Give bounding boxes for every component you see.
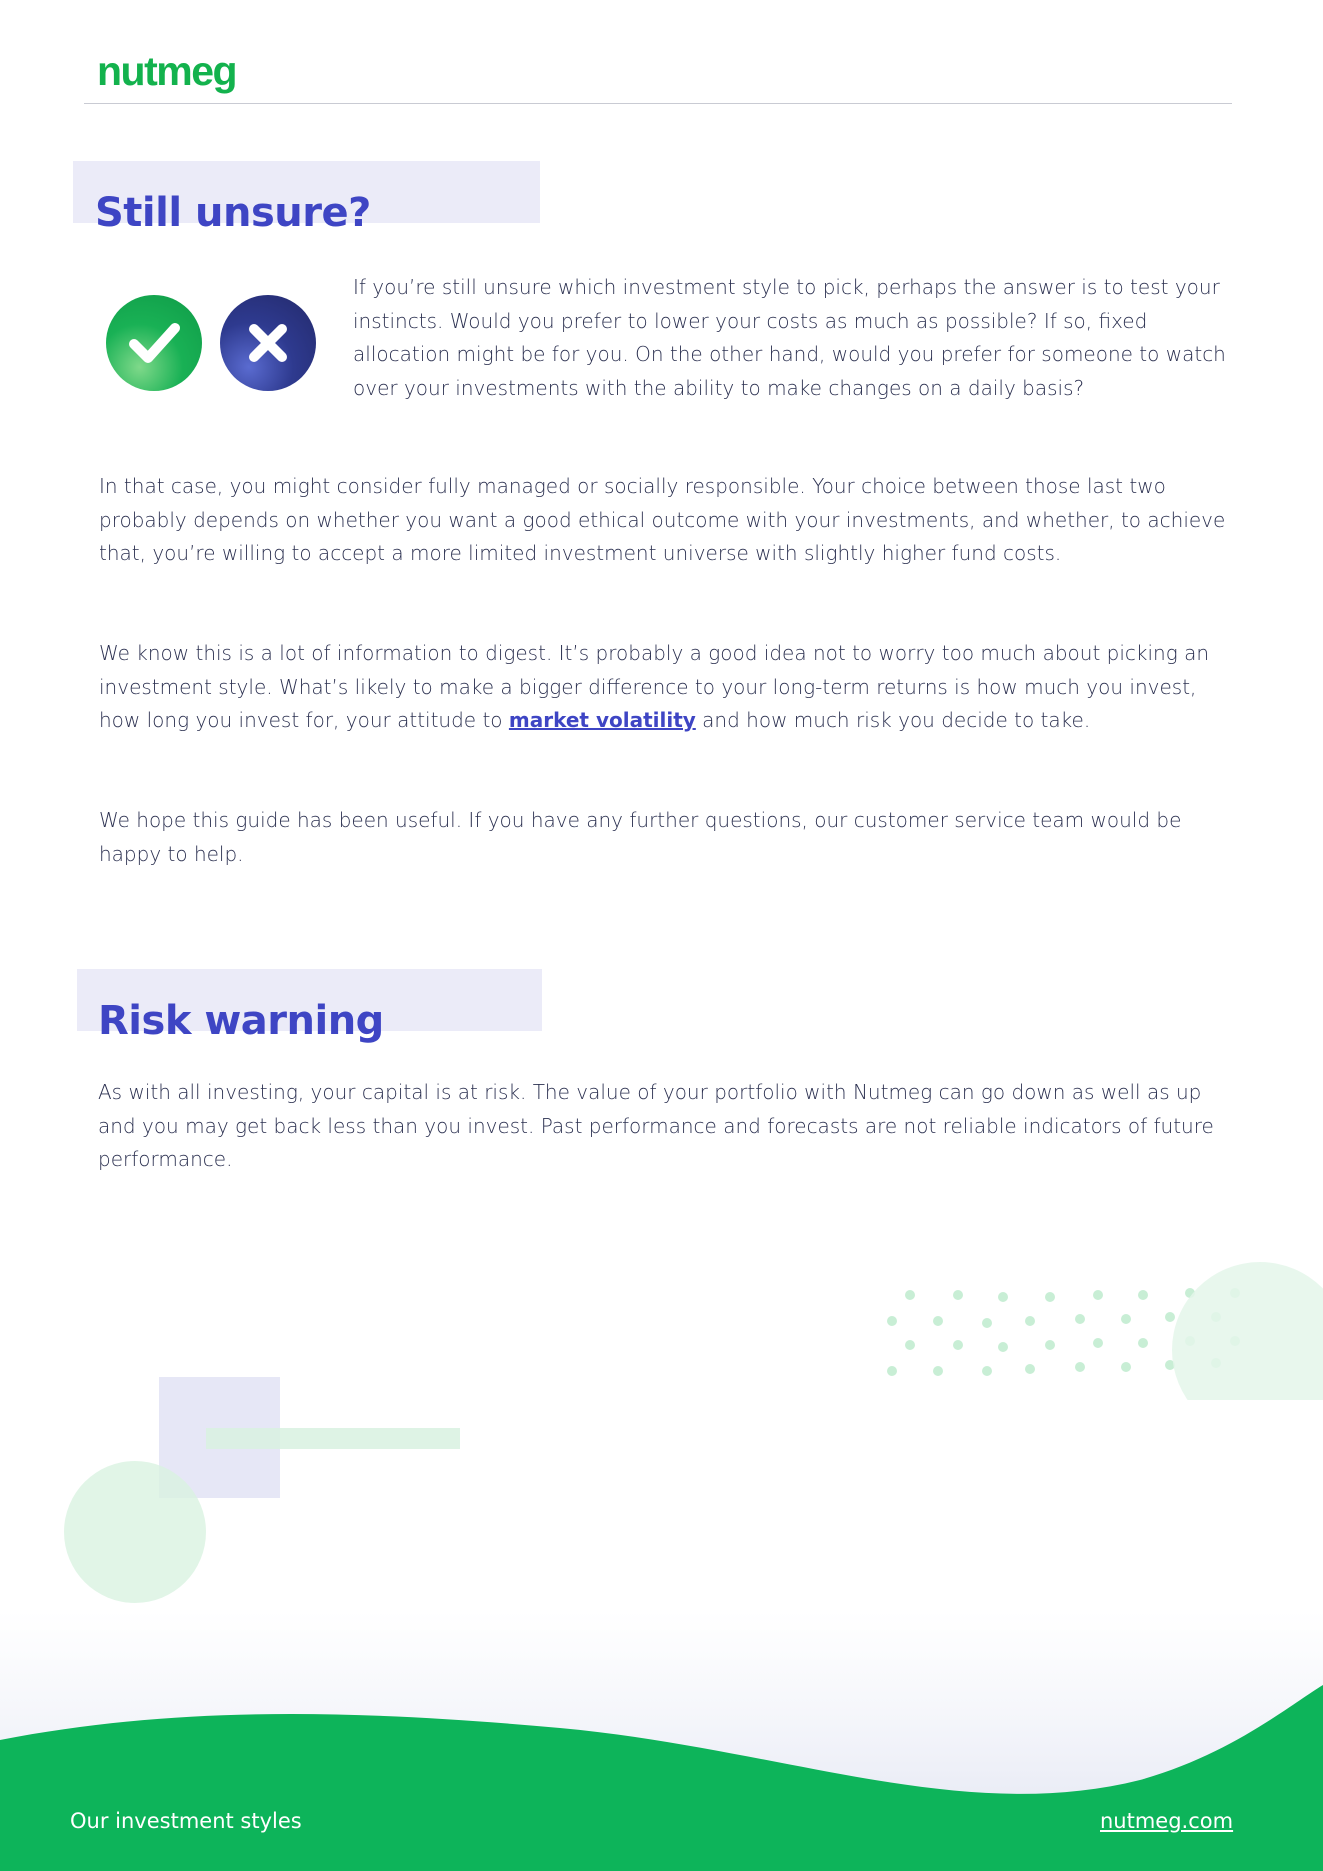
cross-icon — [220, 295, 316, 391]
section-title-still-unsure: Still unsure? — [95, 190, 371, 236]
paragraph-text-after-link: and how much risk you decide to take. — [695, 708, 1091, 732]
paragraph-text-before-link: We know this is a lot of information to digest. It’s probably a good idea not to worry too much about picking an investment style. What’s likely to make a bigger difference to your long-term returns is how much you invest, how long you invest for, your attitude to — [99, 641, 1210, 732]
check-icon — [106, 295, 202, 391]
risk-warning-paragraph: As with all investing, your capital is at risk. The value of your portfolio with Nutmeg can go down as well as up and you may get back less than you invest. Past performance and forecasts are not reliable indicators of future performance. — [98, 1080, 1214, 1171]
body-paragraph-closing: We hope this guide has been useful. If you have any further questions, our customer service team would be happy to help. — [99, 808, 1182, 866]
section-title-risk-warning: Risk warning — [98, 998, 384, 1044]
footer-website-link[interactable]: nutmeg.com — [1100, 1809, 1234, 1833]
market-volatility-link[interactable]: market volatility — [508, 708, 696, 732]
body-paragraph-digest — [99, 637, 1233, 738]
header-divider — [84, 103, 1232, 104]
intro-paragraph: If you’re still unsure which investment style to pick, perhaps the answer is to test your instincts. Would you prefer to lower your costs as much as possible? If so, fixed allocation might be for you. On the other hand, would you prefer for someone to watch over your investments with the ability to make changes on a daily basis? — [353, 275, 1226, 400]
nutmeg-logo[interactable]: nutmeg — [97, 48, 237, 94]
decorative-shapes — [60, 1370, 470, 1610]
body-paragraph-choice: In that case, you might consider fully managed or socially responsible. Your choice between those last two probably depends on whether you want a good ethical outcome with your investments, and whether, to achieve that, you’re willing to accept a more limited investment universe with slightly higher fund costs. — [99, 474, 1226, 565]
decorative-dot-pattern — [880, 1250, 1323, 1400]
footer-document-title: Our investment styles — [70, 1809, 302, 1833]
